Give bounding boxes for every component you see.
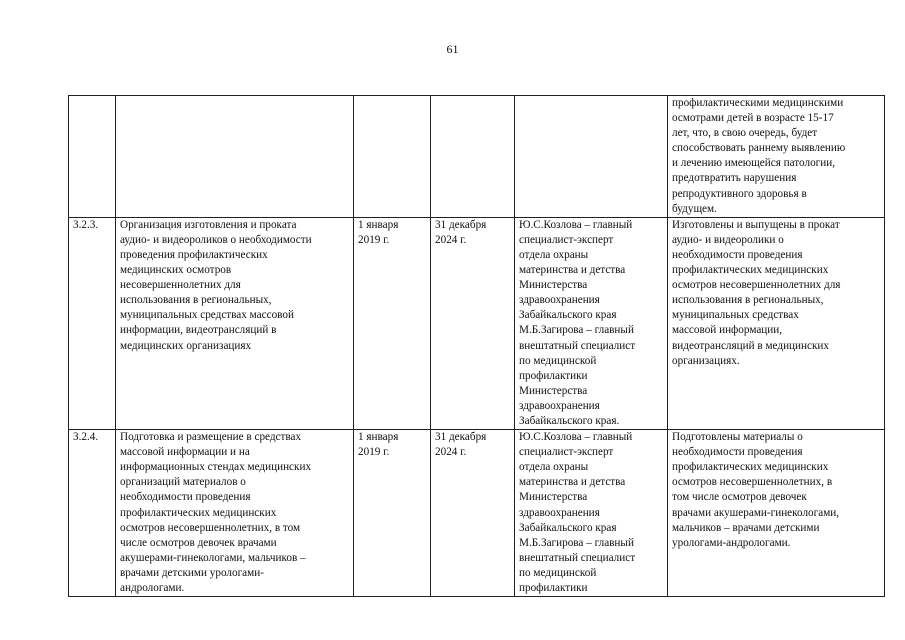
plan-table <box>68 95 885 597</box>
table-row <box>69 430 885 597</box>
result-cell: Подготовлены материалы о необходимости проведения профилактических медицинских осмотров несовершеннолетних, в том числе осмотров девочек врачами акушерами-гинекологами, мальчиков – врачами детскими урологами-андрологами. <box>668 430 885 597</box>
responsible-cell: Ю.С.Козлова – главный специалист-эксперт отдела охраны материнства и детства Министерства здравоохранения Забайкальского края М.Б.Загирова – главный внештатный специалист по медицинской профилактики Министерства здравоохранения Забайкальского края. <box>515 217 668 429</box>
start-date-cell: 1 января 2019 г. <box>354 430 431 597</box>
item-number-cell <box>69 96 116 218</box>
table-row <box>69 217 885 429</box>
result-cell: Изготовлены и выпущены в прокат аудио- и видеоролики о необходимости проведения профилактических медицинских осмотров несовершеннолетних для использования в региональных, муниципальных средствах массовой информации, видеотрансляций в медицинских организациях. <box>668 217 885 429</box>
page-number: 61 <box>446 42 459 56</box>
item-number-cell: 3.2.4. <box>69 430 116 597</box>
responsible-cell <box>515 96 668 218</box>
end-date-cell: 31 декабря 2024 г. <box>431 430 515 597</box>
item-number-cell: 3.2.3. <box>69 217 116 429</box>
end-date-cell <box>431 96 515 218</box>
action-cell: Организация изготовления и проката аудио- и видеороликов о необходимости проведения профилактических медицинских осмотров несовершеннолетних для использования в региональных, муниципальных средствах массовой информации, видеотрансляций в медицинских организациях <box>116 217 354 429</box>
start-date-cell: 1 января 2019 г. <box>354 217 431 429</box>
action-cell <box>116 96 354 218</box>
action-cell: Подготовка и размещение в средствах массовой информации и на информационных стендах медицинских организаций материалов о необходимости проведения профилактических медицинских осмотров несовершеннолетних, в том числе осмотров девочек врачами акушерами-гинекологами, мальчиков – врачами детскими урологами- андрологами. <box>116 430 354 597</box>
end-date-cell: 31 декабря 2024 г. <box>431 217 515 429</box>
table-row <box>69 96 885 218</box>
responsible-cell: Ю.С.Козлова – главный специалист-эксперт отдела охраны материнства и детства Министерства здравоохранения Забайкальского края М.Б.Загирова – главный внештатный специалист по медицинской профилактики <box>515 430 668 597</box>
start-date-cell <box>354 96 431 218</box>
result-cell: профилактическими медицинскими осмотрами детей в возрасте 15-17 лет, что, в свою очередь, будет способствовать раннему выявлению и лечению имеющейся патологии, предотвратить нарушения репродуктивного здоровья в будущем. <box>668 96 885 218</box>
